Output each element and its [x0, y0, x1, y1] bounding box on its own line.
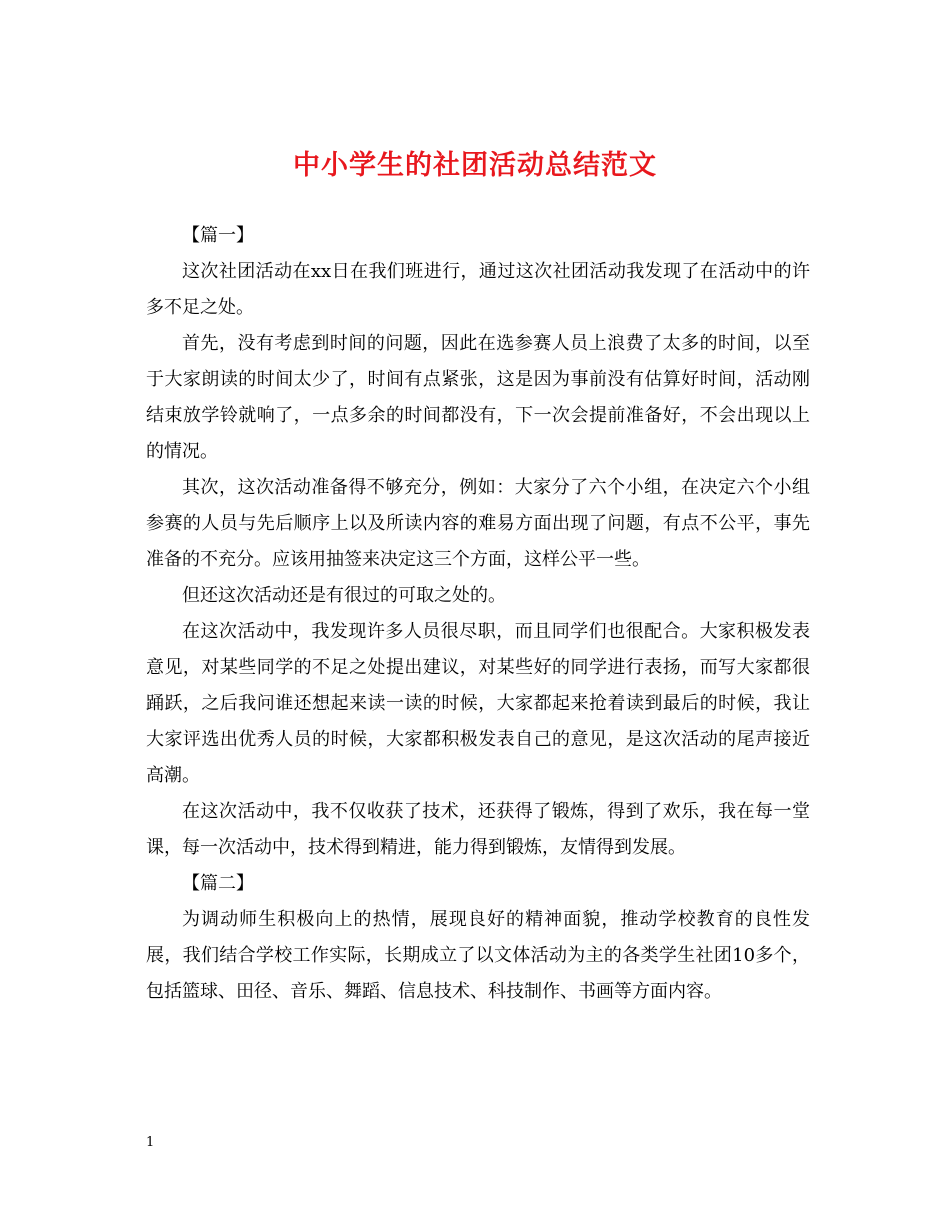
paragraph: 在这次活动中，我发现许多人员很尽职，而且同学们也很配合。大家积极发表意见，对某些同学的不足之处提出建议，对某些好的同学进行表扬，而写大家都很踊跃，之后我问谁还想起来读一读的时候，大家都起来抢着读到最后的时候，我让大家评选出优秀人员的时候，大家都积极发表自己的意见，是这次活动的尾声接近高潮。	[146, 621, 810, 786]
document-body	[146, 218, 810, 1010]
paragraph: 其次，这次活动准备得不够充分，例如：大家分了六个小组，在决定六个小组参赛的人员与先后顺序上以及所读内容的难易方面出现了问题，有点不公平，事先准备的不充分。应该用抽签来决定这三个方面，这样公平一些。	[146, 477, 810, 570]
section-1	[146, 218, 810, 866]
paragraph: 但还这次活动还是有很过的可取之处的。	[182, 585, 506, 606]
paragraph: 在这次活动中，我不仅收获了技术，还获得了锻炼，得到了欢乐，我在每一堂课，每一次活动中，技术得到精进，能力得到锻炼，友情得到发展。	[146, 801, 810, 858]
section-2	[146, 866, 810, 1010]
paragraph: 这次社团活动在xx日在我们班进行，通过这次社团活动我发现了在活动中的许多不足之处。	[146, 261, 810, 318]
paragraph: 为调动师生积极向上的热情，展现良好的精神面貌，推动学校教育的良性发展，我们结合学校工作实际，长期成立了以文体活动为主的各类学生社团10多个，包括篮球、田径、音乐、舞蹈、信息技术、科技制作、书画等方面内容。	[146, 909, 810, 1002]
section-heading: 【篇二】	[182, 873, 254, 894]
page-title: 中小学生的社团活动总结范文	[293, 150, 657, 181]
page-number: 1	[146, 1135, 155, 1150]
paragraph: 首先，没有考虑到时间的问题，因此在选参赛人员上浪费了太多的时间，以至于大家朗读的时间太少了，时间有点紧张，这是因为事前没有估算好时间，活动刚结束放学铃就响了，一点多余的时间都没有，下一次会提前准备好，不会出现以上的情况。	[146, 333, 810, 462]
section-heading: 【篇一】	[182, 225, 254, 246]
